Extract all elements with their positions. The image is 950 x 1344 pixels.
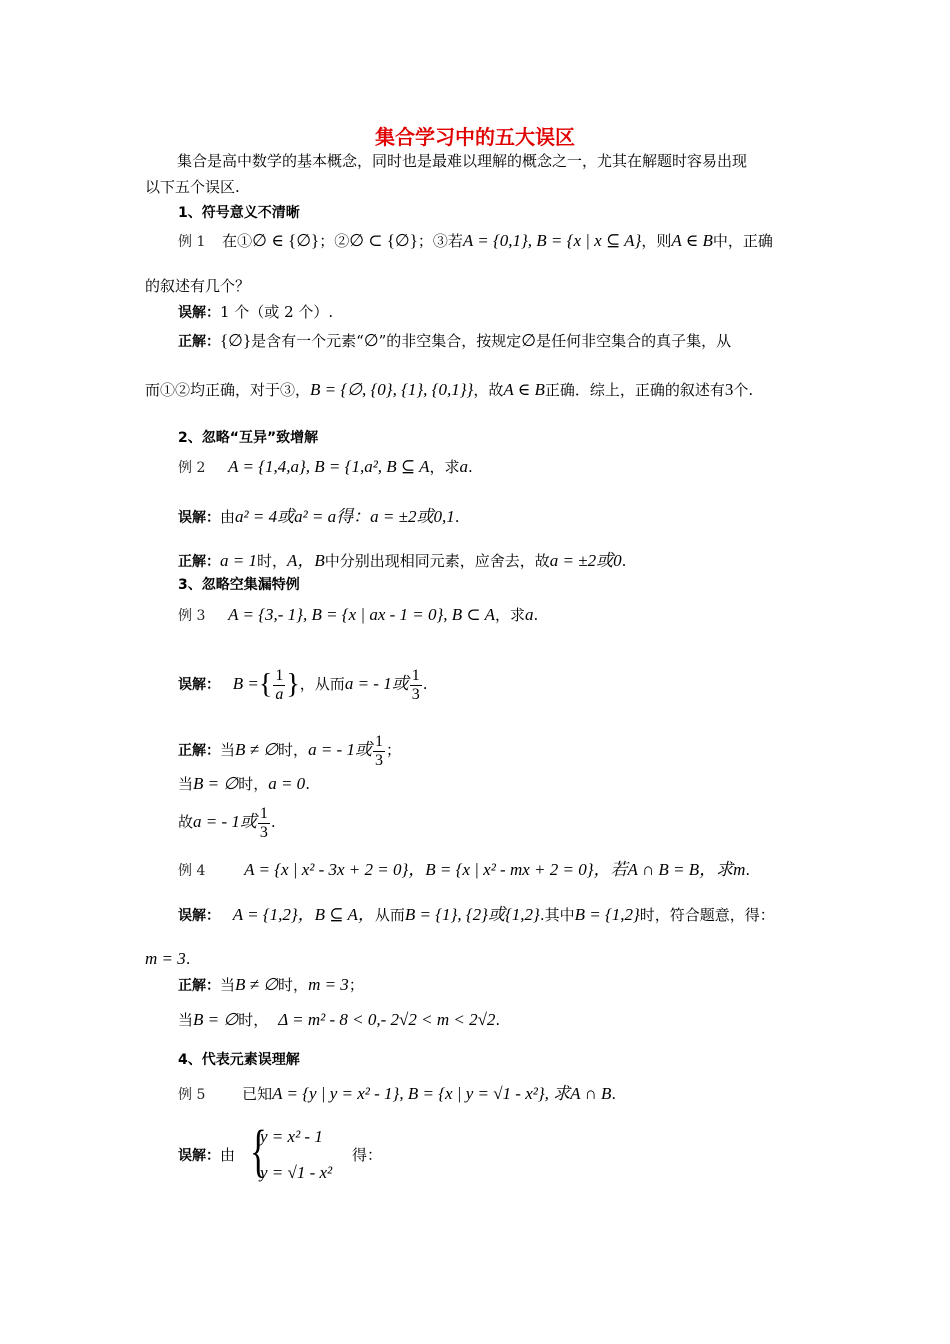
example-5-wrong: 误解：由 xyxy=(178,1146,236,1164)
example-1-label: 例 1 xyxy=(178,234,206,250)
section-3-heading: 3、忽略空集漏特例 xyxy=(178,577,300,593)
example-2-label: 例 2 xyxy=(178,460,206,476)
example-3-correct-1: 正解：当B ≠ ∅时，a = - 1或 $\frac{1}{3}$ ； xyxy=(178,732,401,769)
example-5-label: 例 5 xyxy=(178,1087,206,1103)
example-4-label: 例 4 xyxy=(178,863,206,879)
example-4-wrong-line-2: m = 3. xyxy=(145,949,191,968)
example-1-correct-line-2: 而①②均正确，对于③，B = {∅, {0}, {1}, {0,1}}，故A ∈ B正确．综上，正确的叙述有3个. xyxy=(145,380,754,399)
example-1-wrong: 误解：1 个（或 2 个）. xyxy=(178,303,334,321)
fraction-1-over-3: $\frac{1}{3}$ xyxy=(374,732,383,769)
equation-line-2: y = √1 - x² xyxy=(260,1163,333,1182)
example-4-question: 例 4 A = {x | x² - 3x + 2 = 0}，B = {x | x² - mx + 2 = 0}，若A ∩ B = B，求m. xyxy=(178,860,751,879)
example-2-correct: 正解：a = 1时，A，B中分别出现相同元素，应舍去，故a = ±2或0. xyxy=(178,551,627,570)
page-title: 集合学习中的五大误区 xyxy=(375,125,575,149)
fraction-1-over-a: $\frac{1}{a}$ xyxy=(275,666,284,703)
example-3-correct-3: 故a = - 1或 $\frac{1}{3}$ . xyxy=(178,804,276,841)
example-3-question: 例 3 A = {3,- 1}, B = {x | ax - 1 = 0}, B ⊂ A，求a. xyxy=(178,605,539,624)
intro-line-1: 集合是高中数学的基本概念，同时也是最难以理解的概念之一，尤其在解题时容易出现 xyxy=(177,152,748,170)
example-1-question: 例 1 在①∅ ∈ {∅}；②∅ ⊂ {∅}；③若A = {0,1}, B = {x | x ⊆ A}，则A ∈ B中，正确 xyxy=(178,231,773,250)
fraction-1-over-3: $\frac{1}{3}$ xyxy=(259,804,268,841)
example-1-question-line-2: 的叙述有几个？ xyxy=(145,277,251,295)
example-3-correct-2: 当B = ∅时，a = 0. xyxy=(178,774,310,793)
example-3-wrong: 误解： B ={ $\frac{1}{a}$ }，从而a = - 1或 $\frac{1}{3}$ . xyxy=(178,666,428,703)
section-2-heading: 2、忽略“互异”致增解 xyxy=(178,430,319,446)
example-3-label: 例 3 xyxy=(178,608,206,624)
example-4-correct-1: 正解：当B ≠ ∅时，m = 3； xyxy=(178,975,364,994)
left-brace-icon: { xyxy=(250,1118,267,1183)
example-5-wrong-tail: 得： xyxy=(352,1146,383,1164)
example-1-correct: 正解：{∅}是含有一个元素“∅”的非空集合，按规定∅是任何非空集合的真子集，从 xyxy=(178,331,732,350)
equation-line-1: y = x² - 1 xyxy=(260,1127,323,1146)
example-2-question: 例 2 A = {1,4,a}, B = {1,a², B ⊆ A，求a. xyxy=(178,457,473,476)
example-4-wrong: 误解： A = {1,2}，B ⊆ A，从而B = {1}, {2}或{1,2}.其中B = {1,2}时，符合题意，得： xyxy=(178,905,775,924)
example-2-wrong: 误解：由a² = 4或a² = a得：a = ±2或0,1. xyxy=(178,507,460,526)
example-4-correct-2: 当B = ∅时， Δ = m² - 8 < 0,- 2√2 < m < 2√2. xyxy=(178,1010,501,1029)
section-4-heading: 4、代表元素误理解 xyxy=(178,1052,300,1068)
intro-line-2: 以下五个误区. xyxy=(145,178,240,196)
fraction-1-over-3: $\frac{1}{3}$ xyxy=(411,666,420,703)
example-5-question: 例 5 已知A = {y | y = x² - 1}, B = {x | y = √1 - x²}, 求A ∩ B. xyxy=(178,1084,617,1103)
section-1-heading: 1、符号意义不清晰 xyxy=(178,205,300,221)
